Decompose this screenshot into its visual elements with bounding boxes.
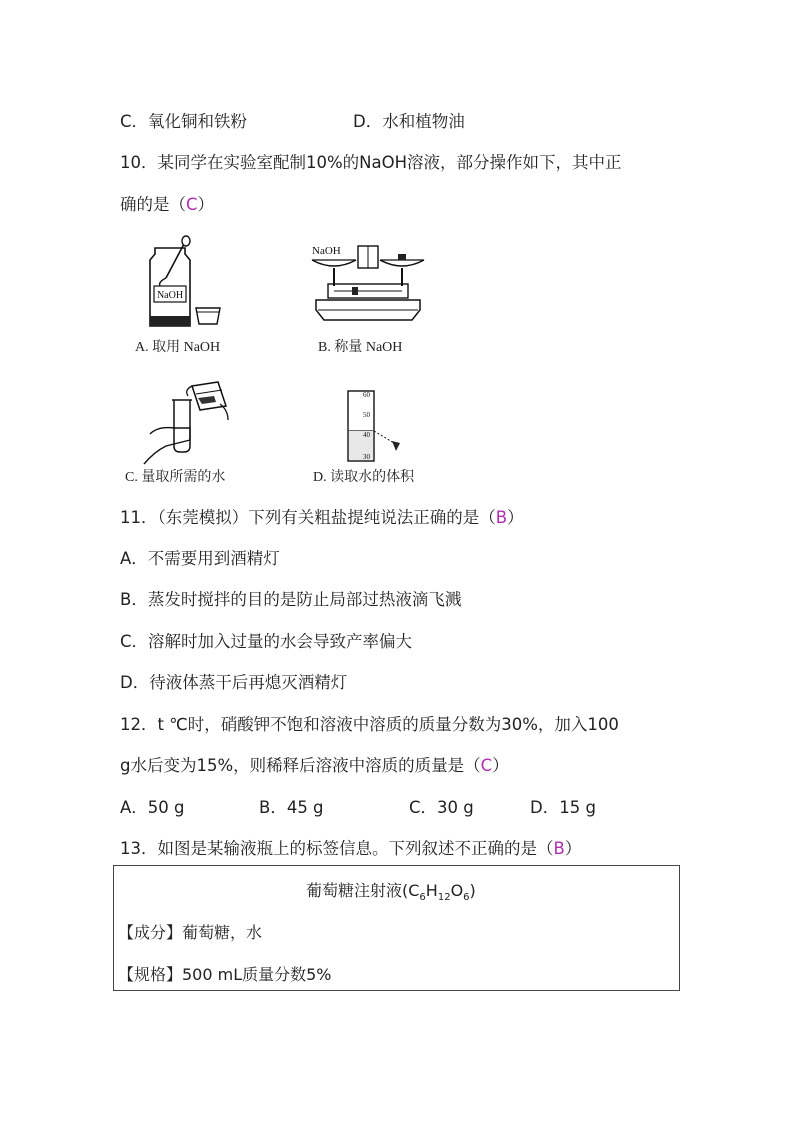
label-title-suffix: ) (469, 881, 476, 900)
label-title-sub-o: 6 (463, 892, 470, 904)
label-title-sub-h: 12 (437, 892, 451, 904)
q10-stem-line2 (120, 191, 214, 215)
label-title-h: H (425, 881, 438, 900)
figure-b-pan-label: NaOH (312, 245, 341, 257)
q10-answer: C (186, 195, 198, 214)
label-title-prefix: 葡萄糖注射液(C (306, 881, 420, 900)
q11-option-c: C．溶解时加入过量的水会导致产率偏大 (120, 632, 413, 651)
figure-d-cylinder-reading-illustration (340, 385, 410, 465)
q10-stem-line1: 10．某同学在实验室配制10%的NaOH溶液，部分操作如下，其中正 (120, 153, 622, 172)
figure-a-bottle-label: NaOH (156, 290, 184, 301)
infusion-label-ingredients: 【成分】葡萄糖，水 (118, 923, 263, 942)
q12-option-a: A．50 g (120, 798, 185, 817)
q12-answer: C (480, 756, 493, 775)
q11-stem-prefix: 11．（东莞模拟）下列有关粗盐提纯说法正确的是（ (120, 508, 496, 527)
figure-d-scale-30: 30 (363, 453, 370, 461)
q11-option-b: B．蒸发时搅拌的目的是防止局部过热液滴飞溅 (120, 590, 462, 609)
infusion-label-box (113, 865, 680, 991)
q11-stem (120, 504, 524, 528)
figure-d-scale-50: 50 (363, 411, 370, 419)
q12-stem-suffix: ） (492, 756, 509, 775)
figure-b-balance-illustration (308, 238, 428, 333)
figure-a-reagent-bottle-illustration (130, 238, 230, 333)
q10-stem-suffix: ） (197, 195, 215, 214)
q12-option-d: D．15 g (530, 798, 596, 817)
q12-option-b: B．45 g (259, 798, 324, 817)
q10-stem-prefix: 确的是（ (120, 195, 186, 214)
q11-option-d: D．待液体蒸干后再熄灭酒精灯 (120, 673, 348, 692)
q13-stem-prefix: 13．如图是某输液瓶上的标签信息。下列叙述不正确的是（ (120, 839, 554, 858)
figure-d-scale-60: 60 (363, 391, 370, 399)
figure-d-scale-40: 40 (363, 431, 370, 439)
q13-stem-suffix: ） (564, 839, 582, 858)
figure-c-pouring-water-illustration (136, 380, 236, 470)
infusion-label-title (306, 878, 476, 903)
q13-stem (120, 835, 581, 859)
q9-option-d: D．水和植物油 (353, 112, 465, 131)
q12-stem-line1: 12．t ℃时，硝酸钾不饱和溶液中溶质的质量分数为30%，加入100 (120, 715, 619, 734)
q12-option-c: C．30 g (409, 798, 474, 817)
label-title-o: O (450, 881, 464, 900)
label-title-sub-c: 6 (419, 892, 426, 904)
figure-a-caption: A. 取用 NaOH (135, 340, 221, 355)
q12-stem-line2 (120, 752, 509, 776)
q11-option-a: A．不需要用到酒精灯 (120, 549, 280, 568)
infusion-label-spec: 【规格】500 mL质量分数5% (118, 965, 332, 984)
q11-answer: B (495, 508, 508, 527)
figure-c-caption: C. 量取所需的水 (125, 470, 226, 485)
q11-stem-suffix: ） (507, 508, 524, 527)
q12-stem-prefix: g水后变为15%，则稀释后溶液中溶质的质量是（ (120, 756, 481, 775)
q13-answer: B (553, 839, 565, 858)
figure-b-caption: B. 称量 NaOH (318, 340, 403, 355)
q9-option-c: C．氧化铜和铁粉 (120, 112, 248, 131)
figure-d-caption: D. 读取水的体积 (313, 470, 415, 485)
